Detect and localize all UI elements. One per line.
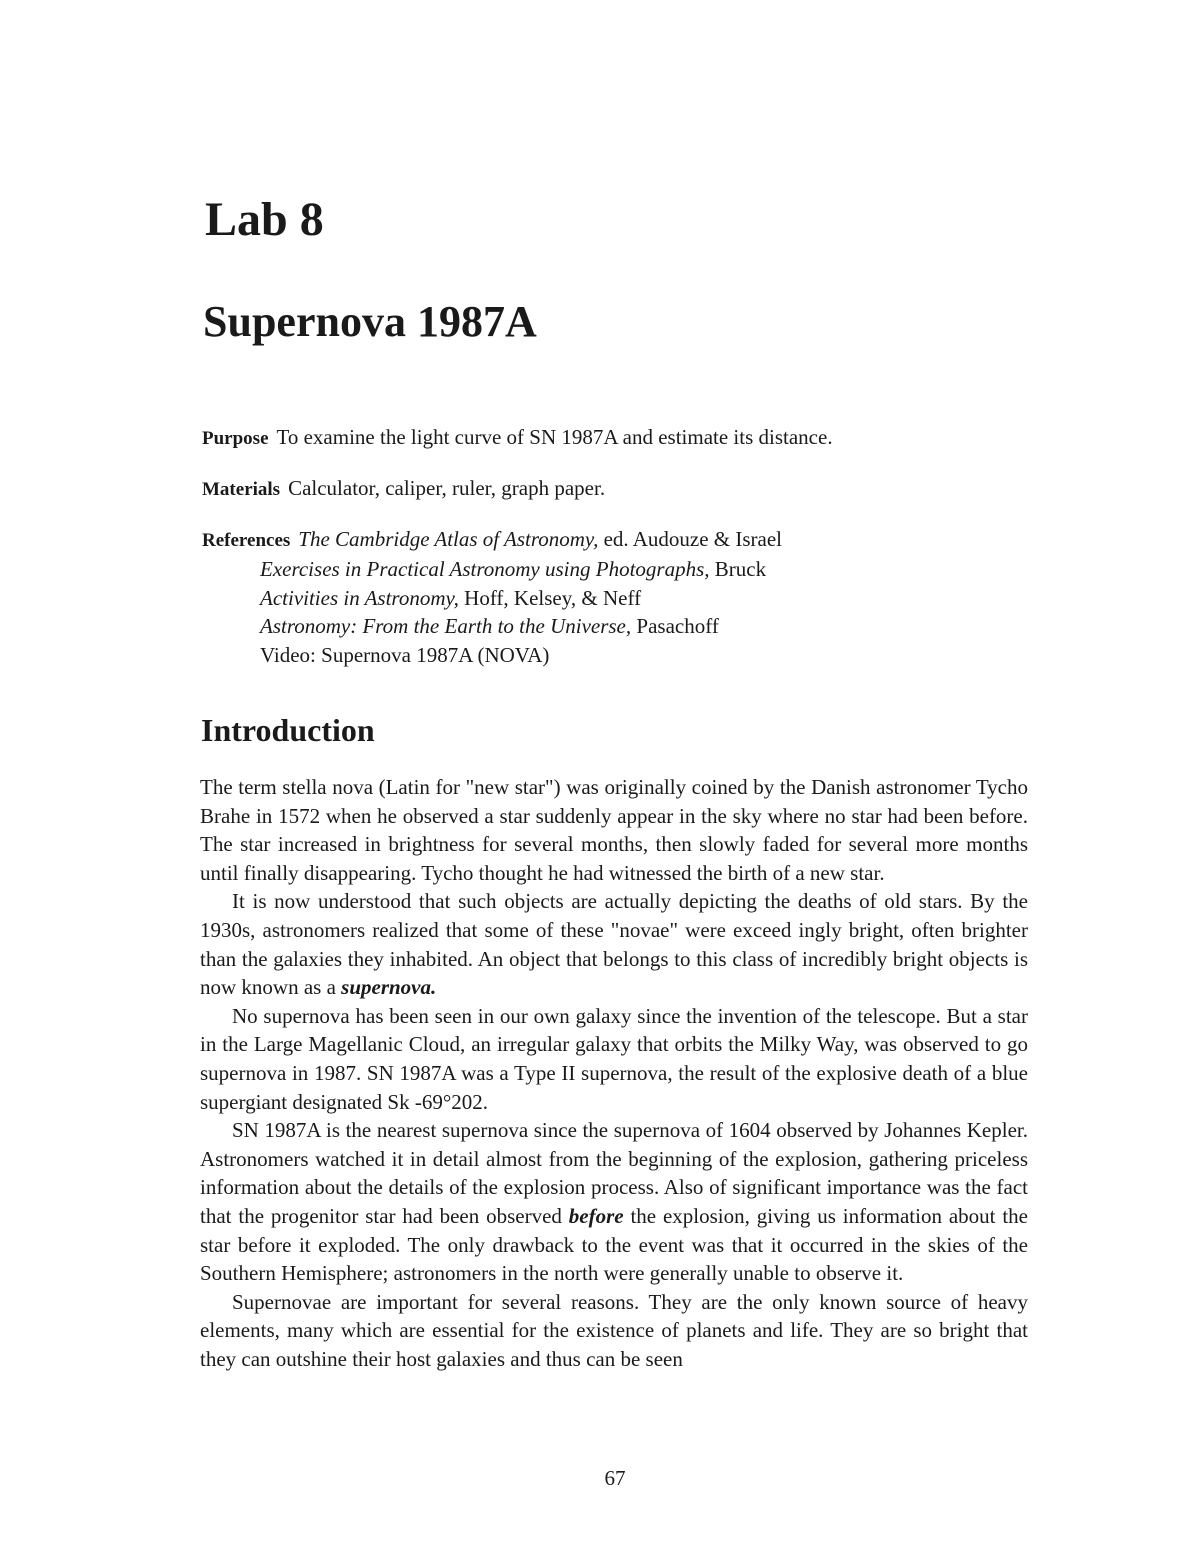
reference-title: Exercises in Practical Astronomy using Photographs, (260, 557, 710, 581)
paragraph-text: It is now understood that such objects are actually depicting the deaths of old stars. By the 1930s, astronomers realized that some of these "novae" were exceed ingly bright, often brighter than the galaxies they inhabited. An object that belongs to this class of incredibly bright objects is now known as a (200, 889, 1028, 1000)
paragraph (200, 1116, 1028, 1288)
purpose-label: Purpose (202, 428, 269, 449)
materials-label: Materials (202, 479, 281, 500)
references-line (202, 525, 782, 555)
reference-author: Hoff, Kelsey, & Neff (458, 585, 642, 610)
reference-item (260, 612, 766, 641)
paragraph-text: SN 1987A is the nearest supernova since the supernova of 1604 observed by Johannes Kepler. Astronomers watched it in detail almost from the beginning of the explosion, gathering priceless information about the details of the explosion process. Also of significant importance was the fact that the progenitor star had been observed (200, 1118, 1028, 1228)
lab-title: Supernova 1987A (203, 297, 537, 346)
reference-author: Bruck (709, 557, 767, 581)
reference-list (260, 555, 766, 669)
references-label: References (202, 530, 291, 551)
reference-author: ed. Audouze & Israel (598, 527, 783, 551)
emphasis-supernova: supernova. (341, 975, 437, 1000)
materials-line (202, 474, 605, 504)
paragraph-text: the explosion, giving us information about the star before it exploded. The only drawback to the event was that it occurred in the skies of the Southern Hemisphere; astronomers in the north were generally unable to observe it. (200, 1203, 1028, 1286)
materials-text: Calculator, caliper, ruler, graph paper. (288, 476, 606, 500)
page-number: 67 (604, 1466, 626, 1490)
reference-title: Activities in Astronomy, (260, 585, 459, 610)
reference-author: Pasachoff (631, 614, 719, 638)
paragraph: No supernova has been seen in our own galaxy since the invention of the telescope. But a star in the Large Magellanic Cloud, an irregular galaxy that orbits the Milky Way, was observed to go supernova in 1987. SN 1987A was a Type II supernova, the result of the explosive death of a blue supergiant designated Sk -69°202. (200, 1003, 1028, 1114)
purpose-text: To examine the light curve of SN 1987A and estimate its distance. (276, 425, 833, 449)
reference-title: Astronomy: From the Earth to the Universe, (260, 614, 632, 638)
purpose-line (202, 423, 833, 453)
paragraph: The term stella nova (Latin for "new star") was originally coined by the Danish astronomer Tycho Brahe in 1572 when he observed a star suddenly appear in the sky where no star had been before. The star increased in brightness for several months, then slowly faded for several more months until finally disappearing. Tycho thought he had witnessed the birth of a new star. (200, 775, 1028, 885)
reference-author: Video: Supernova 1987A (NOVA) (260, 642, 550, 667)
lab-number: Lab 8 (205, 193, 324, 246)
reference-item (260, 641, 766, 670)
emphasis-before: before (568, 1203, 624, 1228)
reference-item (260, 555, 766, 584)
section-heading-introduction: Introduction (201, 712, 375, 748)
paragraph: Supernovae are important for several reasons. They are the only known source of heavy elements, many which are essential for the existence of planets and life. They are so bright that they can outshine their host galaxies and thus can be seen (200, 1289, 1028, 1371)
reference-title: The Cambridge Atlas of Astronomy, (298, 527, 599, 551)
paragraph (200, 887, 1028, 1001)
reference-item (260, 584, 766, 613)
introduction-body (200, 773, 1028, 1373)
